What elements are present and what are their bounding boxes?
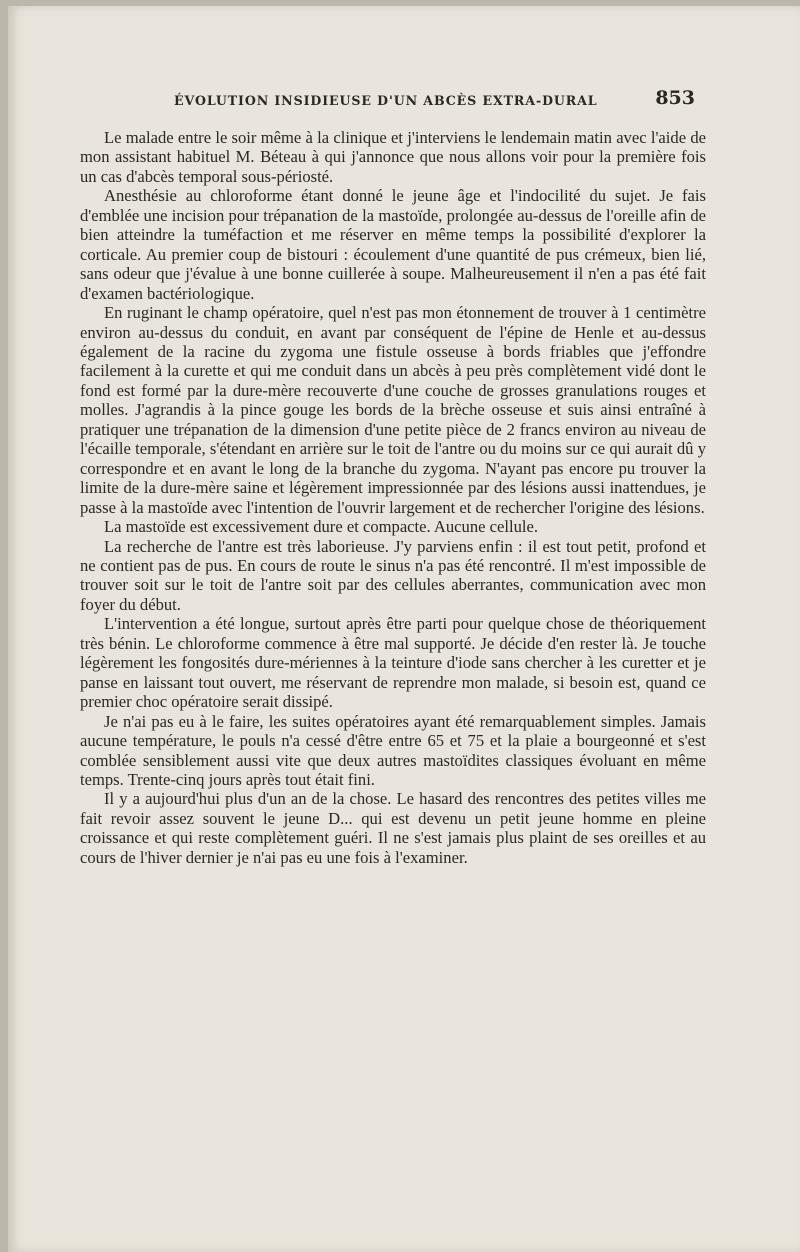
body-text [80, 128, 706, 867]
paragraph: Anesthésie au chloroforme étant donné le jeune âge et l'indocilité du sujet. Je fais d'emblée une incision pour trépanation de la mastoïde, prolongée au-dessus de l'oreille afin de bien atteindre la tuméfaction et me réserver en même temps la possibilité d'explorer la corticale. Au premier coup de bistouri : écoulement d'une quantité de pus crémeux, bien lié, sans odeur que j'évalue à une bonne cuillerée à soupe. Malheureusement il n'en a pas été fait d'examen bactériologique. [80, 186, 706, 303]
paragraph: Je n'ai pas eu à le faire, les suites opératoires ayant été remarquablement simples. Jamais aucune température, le pouls n'a cessé d'être entre 65 et 75 et la plaie a bourgeonné et s'est comblée sensiblement aussi vite que deux autres mastoïdites classiques évoluant en même temps. Trente-cinq jours après tout était fini. [80, 711, 706, 789]
running-title: ÉVOLUTION INSIDIEUSE D'UN ABCÈS EXTRA-DURAL [174, 93, 598, 108]
paragraph: Il y a aujourd'hui plus d'un an de la chose. Le hasard des rencontres des petites villes me fait revoir assez souvent le jeune D... qui est devenu un petit jeune homme en pleine croissance et qui reste complètement guéri. Il ne s'est jamais plus plaint de ses oreilles et au cours de l'hiver dernier je n'ai pas eu une fois à l'examiner. [80, 789, 706, 867]
paragraph: La recherche de l'antre est très laborieuse. J'y parviens enfin : il est tout petit, profond et ne contient pas de pus. En cours de route le sinus n'a pas été rencontré. Il m'est impossible de trouver soit sur le toit de l'antre soit par des cellules aberrantes, communication avec mon foyer du début. [80, 536, 706, 614]
paragraph: La mastoïde est excessivement dure et compacte. Aucune cellule. [104, 517, 539, 537]
paragraph: L'intervention a été longue, surtout après être parti pour quelque chose de théoriquement très bénin. Le chloroforme commence à être mal supporté. Je décide d'en rester là. Je touche légèrement les fongosités dure-mériennes à la teinture d'iode sans chercher à les curetter et je panse en laissant tout ouvert, me réservant de reprendre mon malade, si besoin est, quand ce premier choc opératoire serait dissipé. [80, 614, 706, 712]
page-number: 853 [655, 87, 695, 109]
paragraph: En ruginant le champ opératoire, quel n'est pas mon étonnement de trouver à 1 centimètre environ au-dessus du conduit, en avant par conséquent de l'épine de Henle et au-dessus également de la racine du zygoma une fistule osseuse à bords friables que j'effondre facilement à la curette et qui me conduit dans un abcès à peu près complètement vidé dont le fond est formé par la dure-mère recouverte d'une couche de grosses granulations rouges et molles. J'agrandis à la pince gouge les bords de la brèche osseuse et suis ainsi entraîné à pratiquer une trépanation de la dimension d'une petite pièce de 2 francs environ au niveau de l'écaille temporale, s'étendant en arrière sur le toit de l'antre ou du moins sur ce qui aurait dû y correspondre et en avant le long de la branche du zygoma. N'ayant pas encore pu trouver la limite de la dure-mère saine et légèrement impressionnée par des lésions aussi inattendues, je passe à la mastoïde avec l'intention de l'ouvrir largement et de rechercher l'origine des lésions. [80, 303, 706, 517]
book-page [8, 6, 800, 1252]
page-header [8, 85, 800, 115]
paragraph: Le malade entre le soir même à la clinique et j'interviens le lendemain matin avec l'aide de mon assistant habituel M. Béteau à qui j'annonce que nous allons voir pour la première fois un cas d'abcès temporal sous-périosté. [80, 128, 706, 186]
